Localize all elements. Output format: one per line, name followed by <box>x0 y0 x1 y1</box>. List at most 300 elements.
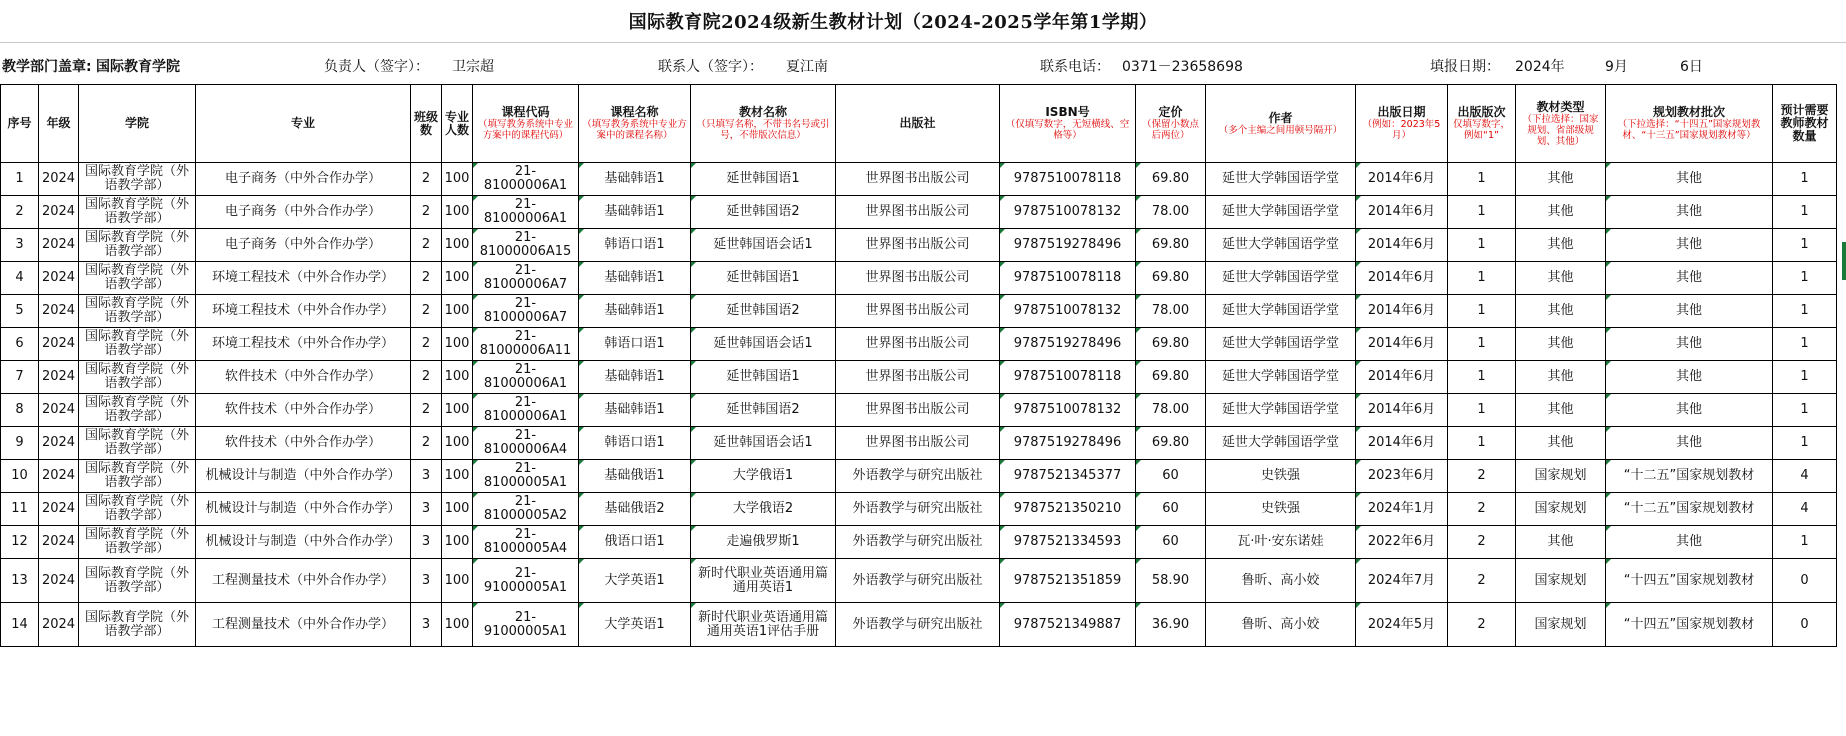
cell-pub-date[interactable] <box>1356 262 1448 295</box>
cell-textbook-name[interactable] <box>691 361 836 394</box>
cell-course-code[interactable] <box>473 262 579 295</box>
cell-grade[interactable] <box>39 196 79 229</box>
cell-class-count[interactable] <box>411 295 442 328</box>
cell-publisher[interactable] <box>836 493 1000 526</box>
cell-grade[interactable] <box>39 163 79 196</box>
cell-plan-batch[interactable] <box>1606 295 1773 328</box>
cell-major[interactable] <box>196 328 411 361</box>
cell-teacher-qty[interactable] <box>1773 229 1837 262</box>
cell-publisher[interactable] <box>836 559 1000 603</box>
cell-pub-date[interactable] <box>1356 460 1448 493</box>
dept-value[interactable]: 国际教育学院 <box>96 59 180 75</box>
cell-value: 韩语口语1 <box>604 237 665 252</box>
header-major[interactable] <box>196 85 411 163</box>
cell-value: 2 <box>421 402 431 417</box>
header-edition[interactable] <box>1448 85 1516 163</box>
cell-publisher[interactable] <box>836 328 1000 361</box>
cell-textbook-type[interactable] <box>1516 295 1606 328</box>
cell-author[interactable] <box>1206 559 1356 603</box>
cell-seq[interactable] <box>1 526 39 559</box>
cell-textbook-type[interactable] <box>1516 394 1606 427</box>
cell-isbn[interactable] <box>1000 262 1136 295</box>
cell-textbook-type[interactable] <box>1516 603 1606 647</box>
cell-college[interactable] <box>79 460 196 493</box>
cell-isbn[interactable] <box>1000 603 1136 647</box>
cell-publisher[interactable] <box>836 163 1000 196</box>
cell-major[interactable] <box>196 295 411 328</box>
cell-class-count[interactable] <box>411 460 442 493</box>
cell-course-name[interactable] <box>579 427 691 460</box>
cell-textbook-name[interactable] <box>691 229 836 262</box>
cell-seq[interactable] <box>1 361 39 394</box>
cell-isbn[interactable] <box>1000 460 1136 493</box>
cell-grade[interactable] <box>39 361 79 394</box>
cell-major[interactable] <box>196 229 411 262</box>
cell-course-name[interactable] <box>579 460 691 493</box>
cell-publisher[interactable] <box>836 262 1000 295</box>
sheet-title-row[interactable] <box>0 0 1846 43</box>
cell-edition[interactable] <box>1448 526 1516 559</box>
cell-value: 基础韩语1 <box>604 270 665 285</box>
cell-grade[interactable] <box>39 427 79 460</box>
cell-plan-batch[interactable] <box>1606 328 1773 361</box>
cell-course-code[interactable] <box>473 603 579 647</box>
cell-teacher-qty[interactable] <box>1773 493 1837 526</box>
cell-class-count[interactable] <box>411 493 442 526</box>
cell-teacher-qty[interactable] <box>1773 460 1837 493</box>
cell-course-code[interactable] <box>473 394 579 427</box>
cell-publisher[interactable] <box>836 427 1000 460</box>
cell-course-name[interactable] <box>579 196 691 229</box>
cell-course-code[interactable] <box>473 328 579 361</box>
cell-course-name[interactable] <box>579 493 691 526</box>
cell-grade[interactable] <box>39 295 79 328</box>
cell-grade[interactable] <box>39 493 79 526</box>
cell-seq[interactable] <box>1 460 39 493</box>
cell-author[interactable] <box>1206 493 1356 526</box>
cell-student-count[interactable] <box>442 394 473 427</box>
cell-plan-batch[interactable] <box>1606 460 1773 493</box>
cell-course-name[interactable] <box>579 163 691 196</box>
cell-course-code[interactable] <box>473 196 579 229</box>
cell-price[interactable] <box>1136 460 1206 493</box>
cell-college[interactable] <box>79 603 196 647</box>
cell-pub-date[interactable] <box>1356 361 1448 394</box>
cell-student-count[interactable] <box>442 526 473 559</box>
cell-major[interactable] <box>196 526 411 559</box>
cell-author[interactable] <box>1206 394 1356 427</box>
cell-pub-date[interactable] <box>1356 394 1448 427</box>
cell-college[interactable] <box>79 262 196 295</box>
cell-student-count[interactable] <box>442 603 473 647</box>
cell-author[interactable] <box>1206 526 1356 559</box>
cell-major[interactable] <box>196 196 411 229</box>
cell-pub-date[interactable] <box>1356 196 1448 229</box>
cell-course-name[interactable] <box>579 394 691 427</box>
cell-seq[interactable] <box>1 603 39 647</box>
cell-course-name[interactable] <box>579 295 691 328</box>
cell-pub-date[interactable] <box>1356 229 1448 262</box>
cell-value: 78.00 <box>1151 303 1190 318</box>
cell-marker-icon <box>1356 196 1361 201</box>
cell-price[interactable] <box>1136 559 1206 603</box>
header-class-count[interactable] <box>411 85 442 163</box>
cell-course-name[interactable] <box>579 603 691 647</box>
cell-teacher-qty[interactable] <box>1773 526 1837 559</box>
cell-isbn[interactable] <box>1000 526 1136 559</box>
cell-grade[interactable] <box>39 460 79 493</box>
cell-marker-icon <box>1356 361 1361 366</box>
cell-price[interactable] <box>1136 493 1206 526</box>
header-publisher[interactable] <box>836 85 1000 163</box>
date-day[interactable]: 6日 <box>1680 59 1703 75</box>
cell-price[interactable] <box>1136 229 1206 262</box>
cell-teacher-qty[interactable] <box>1773 328 1837 361</box>
cell-seq[interactable] <box>1 229 39 262</box>
cell-major[interactable] <box>196 394 411 427</box>
cell-textbook-type[interactable] <box>1516 196 1606 229</box>
cell-course-name[interactable] <box>579 229 691 262</box>
cell-edition[interactable] <box>1448 229 1516 262</box>
cell-textbook-type[interactable] <box>1516 361 1606 394</box>
cell-grade[interactable] <box>39 526 79 559</box>
header-grade[interactable] <box>39 85 79 163</box>
cell-price[interactable] <box>1136 394 1206 427</box>
cell-teacher-qty[interactable] <box>1773 427 1837 460</box>
cell-college[interactable] <box>79 361 196 394</box>
cell-author[interactable] <box>1206 196 1356 229</box>
cell-student-count[interactable] <box>442 559 473 603</box>
cell-seq[interactable] <box>1 163 39 196</box>
cell-textbook-type[interactable] <box>1516 526 1606 559</box>
cell-isbn[interactable] <box>1000 427 1136 460</box>
cell-course-code[interactable] <box>473 361 579 394</box>
cell-textbook-type[interactable] <box>1516 427 1606 460</box>
cell-edition[interactable] <box>1448 427 1516 460</box>
cell-teacher-qty[interactable] <box>1773 262 1837 295</box>
cell-course-code[interactable] <box>473 229 579 262</box>
cell-price[interactable] <box>1136 295 1206 328</box>
cell-pub-date[interactable] <box>1356 559 1448 603</box>
cell-course-code[interactable] <box>473 559 579 603</box>
cell-student-count[interactable] <box>442 163 473 196</box>
cell-major[interactable] <box>196 163 411 196</box>
cell-author[interactable] <box>1206 603 1356 647</box>
header-course-name[interactable] <box>579 85 691 163</box>
cell-value: 60 <box>1162 534 1179 549</box>
cell-plan-batch[interactable] <box>1606 196 1773 229</box>
cell-textbook-name[interactable] <box>691 394 836 427</box>
cell-textbook-name[interactable] <box>691 526 836 559</box>
cell-class-count[interactable] <box>411 196 442 229</box>
cell-grade[interactable] <box>39 328 79 361</box>
cell-textbook-name[interactable] <box>691 196 836 229</box>
header-teacher-qty[interactable] <box>1773 85 1837 163</box>
cell-publisher[interactable] <box>836 361 1000 394</box>
cell-course-code[interactable] <box>473 295 579 328</box>
cell-publisher[interactable] <box>836 460 1000 493</box>
cell-author[interactable] <box>1206 328 1356 361</box>
cell-student-count[interactable] <box>442 328 473 361</box>
cell-class-count[interactable] <box>411 603 442 647</box>
cell-isbn[interactable] <box>1000 295 1136 328</box>
header-textbook-type[interactable] <box>1516 85 1606 163</box>
date-year[interactable]: 2024年 <box>1515 59 1565 75</box>
cell-teacher-qty[interactable] <box>1773 196 1837 229</box>
cell-edition[interactable] <box>1448 493 1516 526</box>
cell-value: 基础韩语1 <box>604 171 665 186</box>
cell-publisher[interactable] <box>836 196 1000 229</box>
cell-class-count[interactable] <box>411 163 442 196</box>
cell-grade[interactable] <box>39 394 79 427</box>
cell-textbook-type[interactable] <box>1516 229 1606 262</box>
table-row <box>1 526 1837 559</box>
cell-edition[interactable] <box>1448 460 1516 493</box>
header-seq[interactable] <box>1 85 39 163</box>
cell-class-count[interactable] <box>411 328 442 361</box>
header-title: 专业人数 <box>444 109 469 137</box>
cell-publisher[interactable] <box>836 394 1000 427</box>
cell-student-count[interactable] <box>442 295 473 328</box>
cell-plan-batch[interactable] <box>1606 361 1773 394</box>
cell-college[interactable] <box>79 394 196 427</box>
cell-publisher[interactable] <box>836 295 1000 328</box>
cell-textbook-name[interactable] <box>691 295 836 328</box>
cell-price[interactable] <box>1136 603 1206 647</box>
cell-edition[interactable] <box>1448 361 1516 394</box>
cell-course-code[interactable] <box>473 427 579 460</box>
cell-student-count[interactable] <box>442 229 473 262</box>
cell-teacher-qty[interactable] <box>1773 603 1837 647</box>
date-month[interactable]: 9月 <box>1605 59 1628 75</box>
cell-isbn[interactable] <box>1000 493 1136 526</box>
cell-seq[interactable] <box>1 196 39 229</box>
cell-class-count[interactable] <box>411 526 442 559</box>
cell-price[interactable] <box>1136 427 1206 460</box>
cell-author[interactable] <box>1206 361 1356 394</box>
cell-grade[interactable] <box>39 262 79 295</box>
cell-plan-batch[interactable] <box>1606 229 1773 262</box>
cell-price[interactable] <box>1136 361 1206 394</box>
cell-pub-date[interactable] <box>1356 427 1448 460</box>
cell-textbook-type[interactable] <box>1516 262 1606 295</box>
cell-pub-date[interactable] <box>1356 526 1448 559</box>
cell-class-count[interactable] <box>411 262 442 295</box>
header-price[interactable] <box>1136 85 1206 163</box>
cell-price[interactable] <box>1136 526 1206 559</box>
cell-price[interactable] <box>1136 196 1206 229</box>
cell-value: 国际教育学院（外语教学部） <box>84 263 189 292</box>
cell-edition[interactable] <box>1448 394 1516 427</box>
cell-major[interactable] <box>196 361 411 394</box>
cell-isbn[interactable] <box>1000 229 1136 262</box>
cell-edition[interactable] <box>1448 262 1516 295</box>
cell-value: 100 <box>444 468 470 483</box>
cell-college[interactable] <box>79 427 196 460</box>
cell-seq[interactable] <box>1 394 39 427</box>
cell-course-code[interactable] <box>473 526 579 559</box>
phone-value[interactable]: 0371－23658698 <box>1122 59 1243 75</box>
cell-grade[interactable] <box>39 603 79 647</box>
cell-teacher-qty[interactable] <box>1773 559 1837 603</box>
cell-college[interactable] <box>79 229 196 262</box>
responsible-value[interactable]: 卫宗超 <box>452 59 494 75</box>
cell-grade[interactable] <box>39 229 79 262</box>
cell-plan-batch[interactable] <box>1606 262 1773 295</box>
cell-value: 100 <box>444 303 470 318</box>
cell-edition[interactable] <box>1448 559 1516 603</box>
cell-plan-batch[interactable] <box>1606 559 1773 603</box>
cell-teacher-qty[interactable] <box>1773 361 1837 394</box>
cell-plan-batch[interactable] <box>1606 526 1773 559</box>
cell-value: 13 <box>11 572 28 588</box>
cell-teacher-qty[interactable] <box>1773 394 1837 427</box>
cell-publisher[interactable] <box>836 229 1000 262</box>
cell-textbook-type[interactable] <box>1516 559 1606 603</box>
cell-price[interactable] <box>1136 262 1206 295</box>
cell-major[interactable] <box>196 493 411 526</box>
cell-edition[interactable] <box>1448 196 1516 229</box>
cell-isbn[interactable] <box>1000 361 1136 394</box>
cell-textbook-type[interactable] <box>1516 460 1606 493</box>
cell-course-name[interactable] <box>579 328 691 361</box>
cell-major[interactable] <box>196 460 411 493</box>
cell-class-count[interactable] <box>411 229 442 262</box>
cell-class-count[interactable] <box>411 361 442 394</box>
cell-pub-date[interactable] <box>1356 493 1448 526</box>
cell-textbook-name[interactable] <box>691 427 836 460</box>
cell-value: 走遍俄罗斯1 <box>726 534 800 549</box>
cell-author[interactable] <box>1206 262 1356 295</box>
header-isbn[interactable] <box>1000 85 1136 163</box>
cell-textbook-name[interactable] <box>691 460 836 493</box>
cell-student-count[interactable] <box>442 460 473 493</box>
header-college[interactable] <box>79 85 196 163</box>
cell-pub-date[interactable] <box>1356 603 1448 647</box>
cell-class-count[interactable] <box>411 427 442 460</box>
cell-textbook-name[interactable] <box>691 559 836 603</box>
cell-author[interactable] <box>1206 163 1356 196</box>
cell-college[interactable] <box>79 526 196 559</box>
cell-publisher[interactable] <box>836 603 1000 647</box>
cell-isbn[interactable] <box>1000 163 1136 196</box>
cell-course-name[interactable] <box>579 559 691 603</box>
cell-textbook-name[interactable] <box>691 493 836 526</box>
cell-isbn[interactable] <box>1000 559 1136 603</box>
cell-textbook-type[interactable] <box>1516 328 1606 361</box>
cell-course-name[interactable] <box>579 262 691 295</box>
cell-major[interactable] <box>196 427 411 460</box>
cell-textbook-type[interactable] <box>1516 163 1606 196</box>
cell-price[interactable] <box>1136 163 1206 196</box>
cell-marker-icon <box>1606 394 1611 399</box>
cell-seq[interactable] <box>1 328 39 361</box>
cell-college[interactable] <box>79 163 196 196</box>
cell-edition[interactable] <box>1448 603 1516 647</box>
cell-author[interactable] <box>1206 295 1356 328</box>
cell-plan-batch[interactable] <box>1606 493 1773 526</box>
cell-textbook-name[interactable] <box>691 328 836 361</box>
cell-textbook-name[interactable] <box>691 163 836 196</box>
cell-course-code[interactable] <box>473 493 579 526</box>
cell-marker-icon <box>691 229 696 234</box>
cell-pub-date[interactable] <box>1356 295 1448 328</box>
cell-seq[interactable] <box>1 427 39 460</box>
cell-teacher-qty[interactable] <box>1773 163 1837 196</box>
cell-class-count[interactable] <box>411 394 442 427</box>
cell-course-code[interactable] <box>473 163 579 196</box>
cell-seq[interactable] <box>1 493 39 526</box>
cell-value: 外语教学与研究出版社 <box>852 534 983 549</box>
cell-plan-batch[interactable] <box>1606 427 1773 460</box>
cell-pub-date[interactable] <box>1356 328 1448 361</box>
cell-seq[interactable] <box>1 262 39 295</box>
header-pub-date[interactable] <box>1356 85 1448 163</box>
contact-value[interactable]: 夏江南 <box>786 59 828 75</box>
cell-class-count[interactable] <box>411 559 442 603</box>
cell-student-count[interactable] <box>442 196 473 229</box>
cell-plan-batch[interactable] <box>1606 394 1773 427</box>
header-plan-batch[interactable] <box>1606 85 1773 163</box>
cell-value: 21-81000006A4 <box>483 428 568 457</box>
cell-marker-icon <box>1356 427 1361 432</box>
cell-college[interactable] <box>79 559 196 603</box>
cell-publisher[interactable] <box>836 526 1000 559</box>
cell-course-code[interactable] <box>473 460 579 493</box>
cell-grade[interactable] <box>39 559 79 603</box>
cell-teacher-qty[interactable] <box>1773 295 1837 328</box>
header-author[interactable] <box>1206 85 1356 163</box>
header-textbook-name[interactable] <box>691 85 836 163</box>
cell-course-name[interactable] <box>579 361 691 394</box>
cell-student-count[interactable] <box>442 361 473 394</box>
cell-price[interactable] <box>1136 328 1206 361</box>
cell-college[interactable] <box>79 493 196 526</box>
cell-edition[interactable] <box>1448 163 1516 196</box>
cell-isbn[interactable] <box>1000 328 1136 361</box>
header-course-code[interactable] <box>473 85 579 163</box>
cell-major[interactable] <box>196 603 411 647</box>
cell-course-name[interactable] <box>579 526 691 559</box>
cell-edition[interactable] <box>1448 328 1516 361</box>
cell-edition[interactable] <box>1448 295 1516 328</box>
cell-major[interactable] <box>196 262 411 295</box>
cell-author[interactable] <box>1206 229 1356 262</box>
cell-college[interactable] <box>79 295 196 328</box>
cell-student-count[interactable] <box>442 262 473 295</box>
cell-college[interactable] <box>79 196 196 229</box>
cell-value: 国际教育学院（外语教学部） <box>84 197 189 226</box>
cell-seq[interactable] <box>1 295 39 328</box>
cell-textbook-type[interactable] <box>1516 493 1606 526</box>
cell-plan-batch[interactable] <box>1606 163 1773 196</box>
cell-marker-icon <box>691 603 696 608</box>
header-student-count[interactable] <box>442 85 473 163</box>
cell-plan-batch[interactable] <box>1606 603 1773 647</box>
cell-textbook-name[interactable] <box>691 603 836 647</box>
cell-pub-date[interactable] <box>1356 163 1448 196</box>
cell-college[interactable] <box>79 328 196 361</box>
cell-student-count[interactable] <box>442 427 473 460</box>
cell-textbook-name[interactable] <box>691 262 836 295</box>
cell-seq[interactable] <box>1 559 39 603</box>
cell-major[interactable] <box>196 559 411 603</box>
cell-student-count[interactable] <box>442 493 473 526</box>
cell-author[interactable] <box>1206 427 1356 460</box>
cell-isbn[interactable] <box>1000 196 1136 229</box>
cell-isbn[interactable] <box>1000 394 1136 427</box>
cell-author[interactable] <box>1206 460 1356 493</box>
